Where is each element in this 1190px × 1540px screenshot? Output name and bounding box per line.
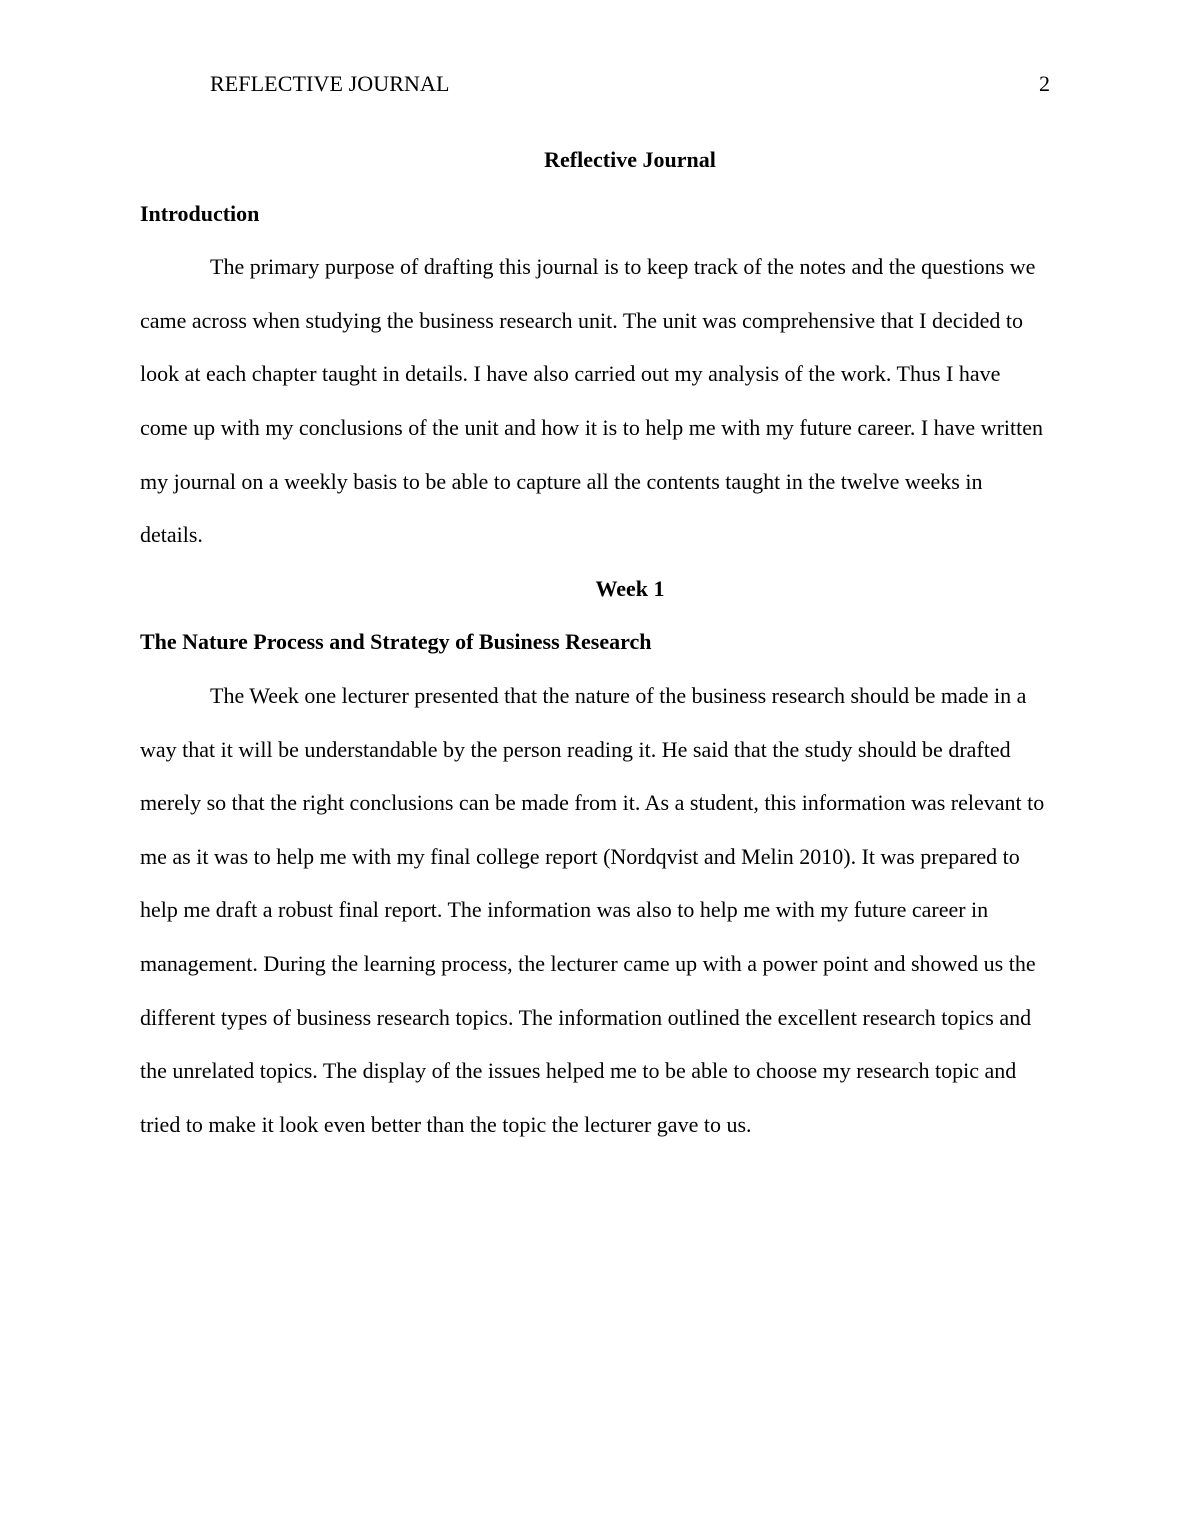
document-body bbox=[140, 133, 1050, 1151]
week1-label: Week 1 bbox=[595, 575, 665, 601]
week1-heading: The Nature Process and Strategy of Business Research bbox=[140, 629, 652, 655]
running-head: REFLECTIVE JOURNAL bbox=[210, 71, 450, 96]
introduction-heading: Introduction bbox=[140, 200, 260, 226]
page-number: 2 bbox=[1039, 71, 1050, 96]
introduction-paragraph: The primary purpose of drafting this journal is to keep track of the notes and the questions we came across when studying the business research unit. The unit was comprehensive that I decided to look at each chapter taught in details. I have also carried out my analysis of the work. Thus I have come up with my conclusions of the unit and how it is to help me with my future career. I have written my journal on a weekly basis to be able to capture all the contents taught in the twelve weeks in details. bbox=[140, 254, 1044, 548]
week1-paragraph: The Week one lecturer presented that the nature of the business research should be made in a way that it will be understandable by the person reading it. He said that the study should be drafted merely so that the right conclusions can be made from it. As a student, this information was relevant to me as it was to help me with my final college report (Nordqvist and Melin 2010). It was prepared to help me draft a robust final report. The information was also to help me with my future career in management. During the learning process, the lecturer came up with a power point and showed us the different types of business research topics. The information outlined the excellent research topics and the unrelated topics. The display of the issues helped me to be able to choose my research topic and tried to make it look even better than the topic the lecturer gave to us. bbox=[140, 682, 1045, 1137]
document-title: Reflective Journal bbox=[544, 147, 716, 172]
